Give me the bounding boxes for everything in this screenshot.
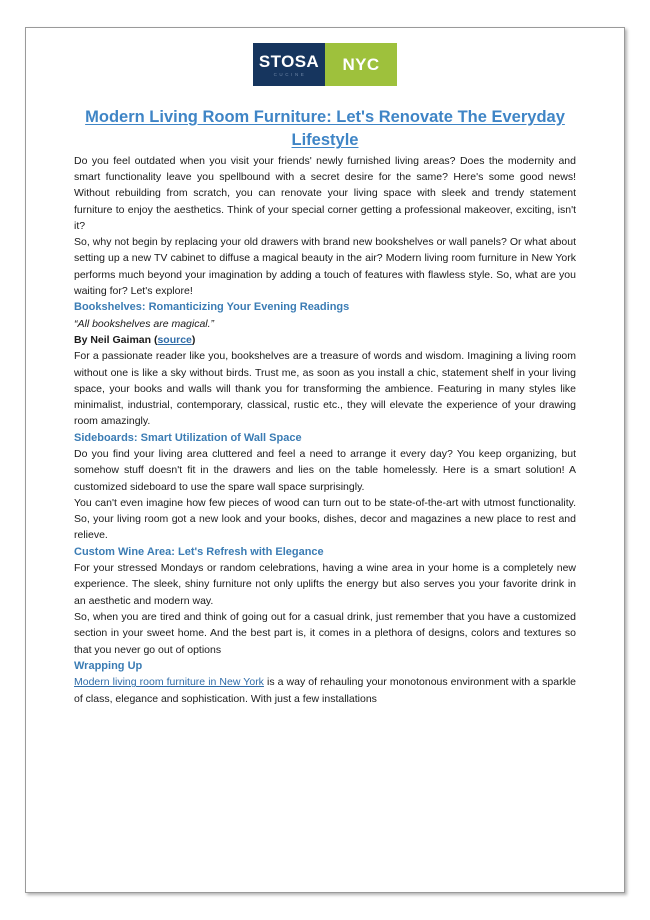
logo-brand-name: STOSA (258, 52, 320, 72)
closing-paragraph (74, 674, 576, 707)
attribution-suffix: ) (191, 334, 196, 346)
source-link[interactable]: source (157, 334, 192, 346)
section-heading-sideboards: Sideboards: Smart Utilization of Wall Space (74, 431, 302, 444)
section-paragraph-sideboards-2: You can't even imagine how few pieces of wood can turn out to be state-of-the-art with utmost functionality. So, your living room got a new look and your books, dishes, decor and magazines a new place to rest and relieve. (74, 496, 576, 542)
section-paragraph-sideboards-1: Do you find your living area cluttered and feel a need to arrange it every day? You keep organizing, but somehow stuff doesn't fit in the drawers and lies on the table homelessly. Here is a smart solution! A customized sideboard to use the spare wall space surprisingly. (74, 448, 576, 493)
logo-location-name: NYC (342, 55, 380, 74)
intro-paragraph-1: Do you feel outdated when you visit your friends' newly furnished living areas? Does the modernity and smart functionality leave you spellbound with a secret desire for the same? Here's some good news! Without rebuilding from scratch, you can renovate your living space with sleek and trendy statement furniture to enjoy the aesthetics. Think of your special corner getting a professional makeover, exciting, isn't it? (74, 154, 576, 232)
intro-paragraph-2: So, why not begin by replacing your old drawers with brand new bookshelves or wall panels? Or what about setting up a new TV cabinet to diffuse a magical beauty in the air? Modern living room furniture in New York performs much beyond your imagination by adding a touch of features with flawless style. So, what are you waiting for? Let's explore! (74, 236, 576, 297)
section-heading-wrapping-up: Wrapping Up (74, 659, 143, 672)
section-quote: “All bookshelves are magical.” (74, 317, 215, 330)
section-paragraph-bookshelves-1: For a passionate reader like you, bookshelves are a treasure of words and wisdom. Imagining a living room without one is like a sky without birds. Trust me, as soon as you install a chic, statement shelf in your living space, your books and walls will thank you for transforming the ambience. Featuring in many styles like minimalist, industrial, contemporary, classical, rustic etc., they will elevate the experience of your drawing room amazingly. (74, 350, 576, 428)
section-heading-wine-area: Custom Wine Area: Let's Refresh with Elegance (74, 545, 324, 558)
section-heading-bookshelves: Bookshelves: Romanticizing Your Evening Readings (74, 301, 350, 314)
modern-furniture-link[interactable]: Modern living room furniture in New York (74, 676, 264, 689)
page-title: Modern Living Room Furniture: Let's Renovate The Everyday Lifestyle (85, 108, 565, 150)
closing-paragraph-text: is a way of rehauling your monotonous environment with a sparkle of class, elegance and sophistication. With just a few installations (74, 676, 576, 705)
document-content (26, 28, 624, 707)
brand-logo (74, 28, 576, 92)
logo-primary-panel (253, 43, 325, 86)
logo-brand-subtext: CUCINE (273, 72, 307, 78)
section-paragraph-wine-2: So, when you are tired and think of going out for a casual drink, just remember that you have a customized section in your sweet home. And the best part is, it comes in a plethora of designs, colors and textures so that you never go out of options (74, 610, 576, 656)
attribution-prefix: By Neil Gaiman ( (74, 334, 158, 346)
document-page (25, 27, 625, 893)
section-paragraph-wine-1: For your stressed Mondays or random celebrations, having a wine area in your home is a completely new experience. The sleek, shiny furniture not only uplifts the energy but also serves you your favorite drink in an aesthetic and modern way. (74, 562, 576, 607)
logo-graphic (253, 43, 397, 86)
logo-secondary-panel (325, 43, 397, 86)
section-quote-attribution (74, 332, 576, 348)
